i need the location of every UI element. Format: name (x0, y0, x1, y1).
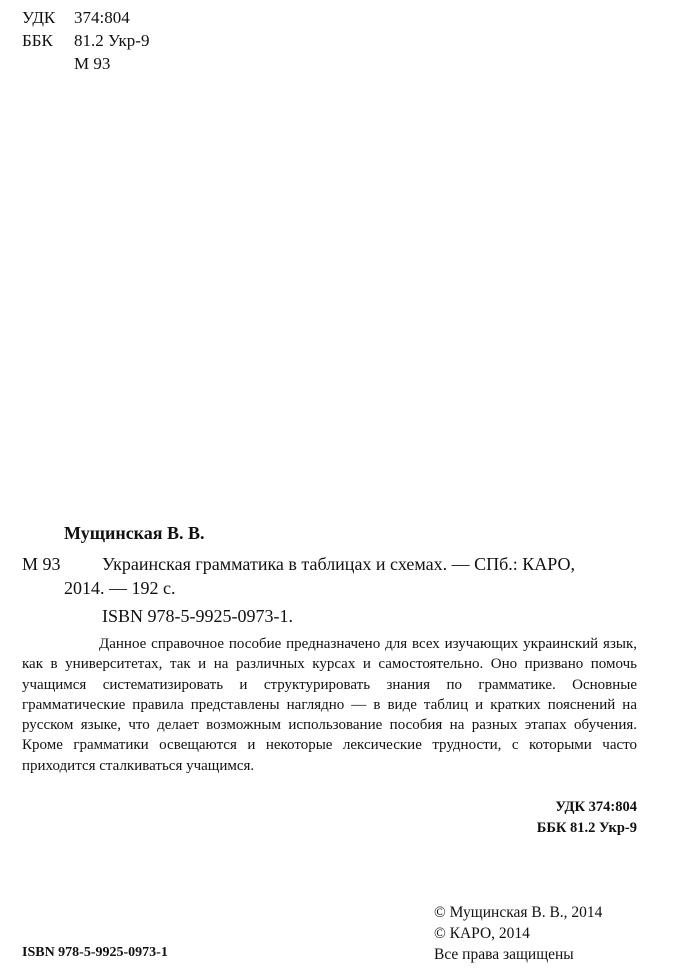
udk-top-value: 374:804 (74, 8, 130, 27)
udk-top-label: УДК (22, 8, 56, 27)
annotation-text: Данное справочное пособие предназначено для всех изучающих украинский язык, как в университетах, так и на различных курсах и самостоятельно. Оно призвано помочь учащимся систематизировать и структурировать знания по грамматике. Основные грамматические правила представлены наглядно — в виде таблиц и кратких пояснений на русском языке, что делает возможным использование пособия на разных этапах обучения. Кроме грамматики освещаются и некоторые лексические трудности, с которыми часто приходится сталкиваться учащимся. (22, 636, 637, 774)
isbn-line: ISBN 978-5-9925-0973-1. (102, 606, 293, 626)
udk-bottom: УДК 374:804 (555, 799, 637, 815)
annotation-block (22, 634, 637, 776)
bbk-top-label: ББК (22, 31, 53, 50)
bbk-bottom: ББК 81.2 Укр-9 (536, 820, 637, 836)
author-mark-top: М 93 (74, 54, 111, 73)
author-mark: М 93 (22, 554, 61, 574)
copyright-publisher: © КАРО, 2014 (434, 925, 530, 942)
rights-reserved: Все права защищены (434, 946, 574, 963)
author-name: Мущинская В. В. (64, 523, 205, 543)
title-line-1: Украинская грамматика в таблицах и схемах. — СПб.: КАРО, (102, 554, 576, 574)
bbk-top-value: 81.2 Укр-9 (74, 31, 150, 50)
title-line-2: 2014. — 192 с. (64, 578, 176, 598)
copyright-author: © Мущинская В. В., 2014 (434, 904, 603, 921)
isbn-footer: ISBN 978-5-9925-0973-1 (22, 945, 168, 960)
